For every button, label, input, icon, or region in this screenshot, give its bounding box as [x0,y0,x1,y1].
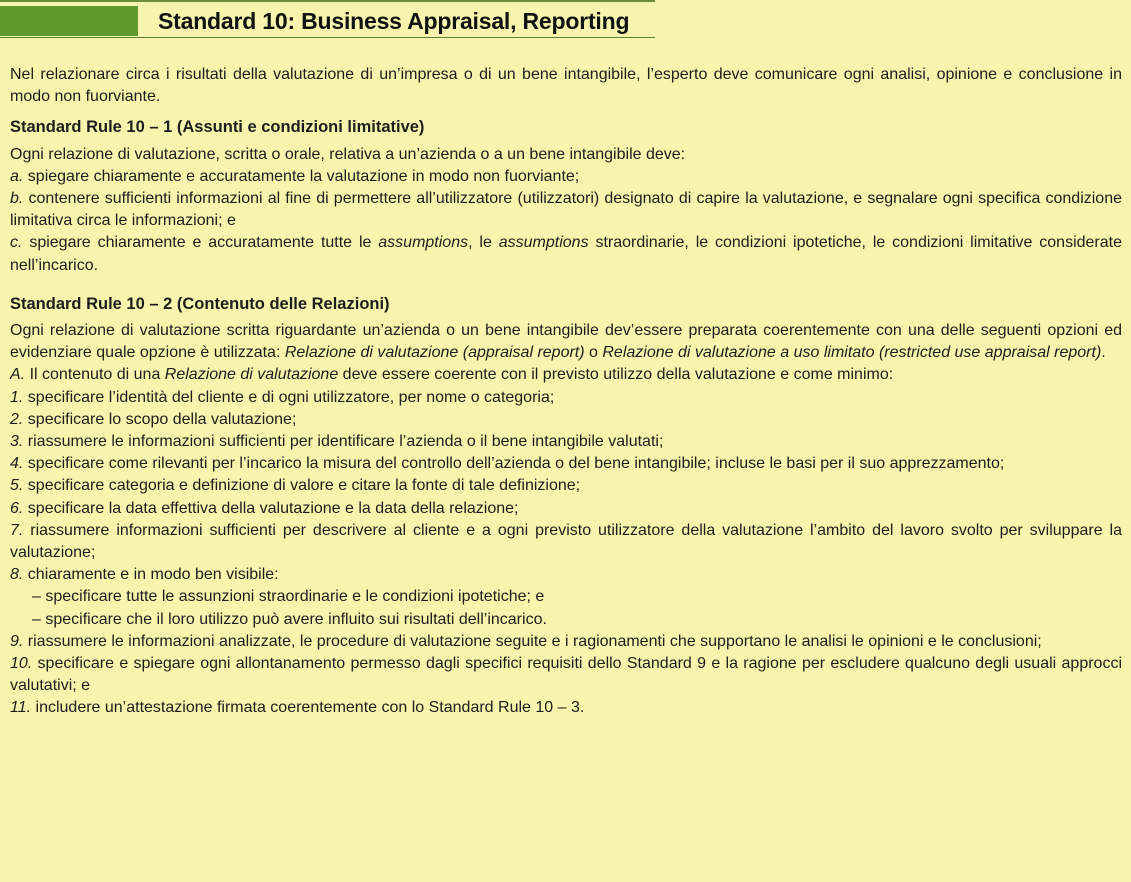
item-marker: 10. [10,655,33,673]
page-title: Standard 10: Business Appraisal, Reporting [158,8,630,34]
document-body [10,64,1122,720]
title-bar [0,0,655,38]
item-text: straordinarie, le condizioni ipotetiche, le condizioni limitative considerate nell’incarico. [10,234,1123,274]
item-text: riassumere le informazioni sufficienti per identificare l’azienda o il bene intangibile valutati; [23,433,664,451]
rule-10-1-lead: Ogni relazione di valutazione, scritta o orale, relativa a un’azienda o a un bene intangibile deve: [10,145,686,163]
rule-10-2-item-10 [10,653,1122,697]
item-text: specificare categoria e definizione di valore e citare la fonte di tale definizione; [23,477,581,495]
item-marker: 11. [10,699,32,717]
intro-paragraph: Nel relazionare circa i risultati della valutazione di un’impresa o di un bene intangibile, l’esperto deve comunicare ogni analisi, opinione e conclusione in modo non fuorviante. [10,66,1122,106]
item-text: specificare come rilevanti per l’incarico la misura del controllo dell’azienda o del bene intangibile; incluse le basi per il suo apprezzamento; [23,455,1005,473]
item-marker: A. [10,366,26,384]
item-marker: b. [10,190,24,208]
item-text: riassumere le informazioni analizzate, le procedure di valutazione seguite e i ragionamenti che supportano le analisi le opinioni e le conclusioni; [23,632,1042,650]
rule-10-2-item-6 [10,498,1122,520]
rule-10-2-item-7 [10,520,1122,564]
item-text: Il contenuto di una [25,366,165,384]
item-text: spiegare chiaramente e accuratamente tutte le [22,234,379,252]
rule-10-2-item-1 [10,387,1122,409]
item-text: includere un’attestazione firmata coerentemente con lo Standard Rule 10 – 3. [31,699,585,717]
rule-10-2-item-5 [10,475,1122,497]
item-marker: 4. [10,455,24,473]
item-text: chiaramente e in modo ben visibile: [23,566,279,584]
lead-text: o [584,344,603,362]
rule-10-1-item-c [10,232,1122,276]
item-text: specificare la data effettiva della valutazione e la data della relazione; [23,499,519,517]
item-emphasis: assumptions [498,234,589,252]
item-marker: 6. [10,499,24,517]
item-marker: 9. [10,632,24,650]
rule-10-2-item-2 [10,409,1122,431]
rule-10-1-item-a [10,166,1122,188]
lead-emphasis: Relazione di valutazione a uso limitato (restricted use appraisal report) [602,344,1102,362]
item-marker: 1. [10,388,24,406]
item-marker: c. [10,234,23,252]
item-emphasis: assumptions [378,234,469,252]
rule-10-2-item-3 [10,431,1122,453]
rule-10-1-item-b [10,188,1122,232]
item-marker: 5. [10,477,24,495]
green-accent-block [0,6,138,36]
item-emphasis: Relazione di valutazione [164,366,339,384]
rule-10-2-item-8-dash-1: – specificare tutte le assunzioni straordinarie e le condizioni ipotetiche; e [32,588,545,606]
rule-10-2-heading: Standard Rule 10 – 2 (Contenuto delle Relazioni) [10,294,390,313]
rule-10-2-item-11 [10,697,1122,719]
item-text: deve essere coerente con il previsto utilizzo della valutazione e come minimo: [338,366,894,384]
lead-emphasis: Relazione di valutazione (appraisal report) [284,344,585,362]
item-marker: a. [10,167,24,185]
rule-10-2-lead [10,320,1122,364]
item-text: specificare l’identità del cliente e di ogni utilizzatore, per nome o categoria; [23,388,555,406]
item-marker: 3. [10,433,24,451]
item-text: spiegare chiaramente e accuratamente la valutazione in modo non fuorviante; [23,167,580,185]
item-marker: 7. [10,521,24,539]
rule-10-2-item-9 [10,631,1122,653]
item-marker: 8. [10,566,24,584]
rule-10-2-item-A [10,364,1122,386]
item-text: specificare lo scopo della valutazione; [23,410,297,428]
rule-10-2-item-4 [10,453,1122,475]
rule-10-1-heading: Standard Rule 10 – 1 (Assunti e condizioni limitative) [10,118,425,137]
lead-text: Ogni relazione di valutazione scritta riguardante un’azienda o un bene intangibile dev’essere preparata coerentemente con una delle seguenti opzioni ed evidenziare quale opzione è utilizzata: [10,322,1122,362]
lead-text: . [1101,344,1106,362]
item-text: riassumere informazioni sufficienti per descrivere al cliente e a ogni previsto utilizzatore della valutazione l’ambito del lavoro svolto per sviluppare la valutazione; [10,521,1122,562]
rule-10-2-item-8 [10,564,1122,586]
item-marker: 2. [10,410,24,428]
rule-10-2-item-8-dash-2: – specificare che il loro utilizzo può avere influito sui risultati dell’incarico. [32,610,547,628]
item-text: specificare e spiegare ogni allontanamento permesso dagli specifici requisiti dello Standard 9 e la ragione per escludere qualcuno degli usuali approcci valutativi; e [10,655,1122,695]
item-text: contenere sufficienti informazioni al fine di permettere all’utilizzatore (utilizzatori) designato di capire la valutazione, e segnalare ogni specifica condizione limitativa circa le informazioni; e [10,190,1122,230]
item-text: , le [468,234,499,252]
